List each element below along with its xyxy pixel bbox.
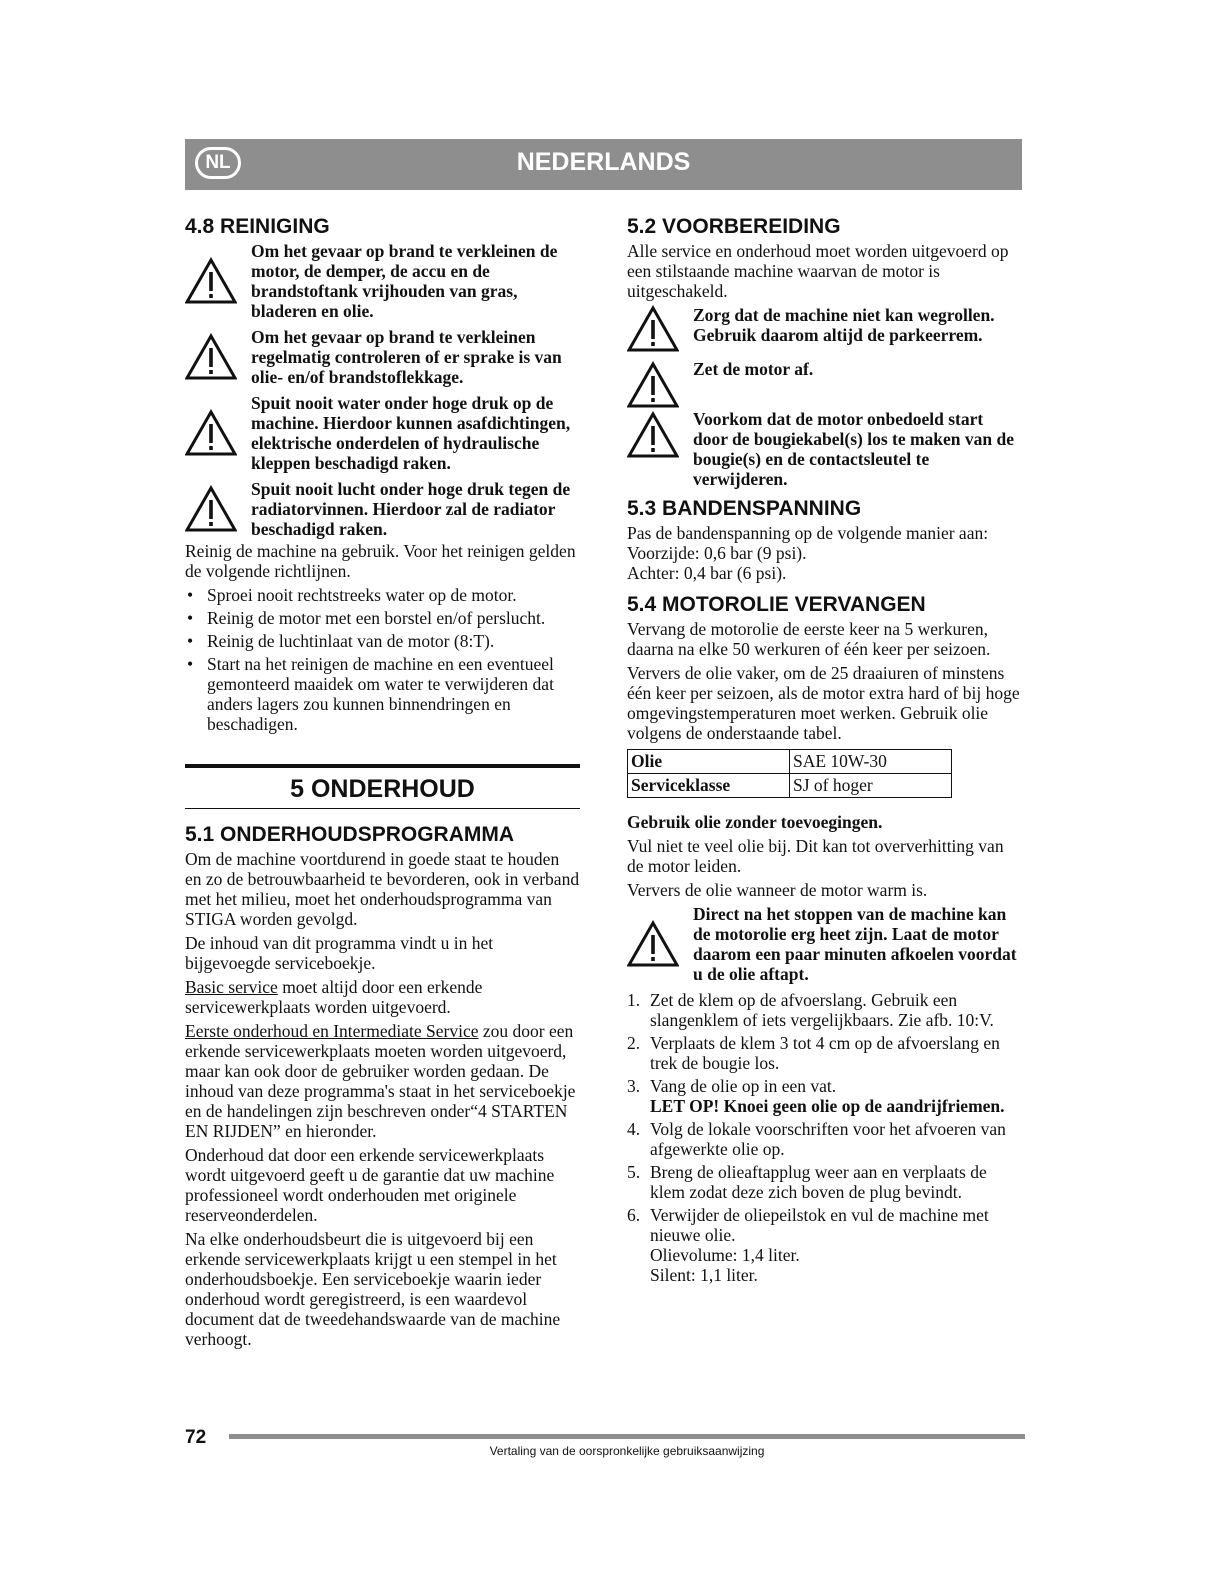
list-item: • Sproei nooit rechtstreeks water op de motor.	[185, 585, 580, 605]
list-item: 5. Breng de olieaftapplug weer aan en verplaats de klem zodat deze zich boven de plug bevindt.	[627, 1162, 987, 1202]
warning-text: Spuit nooit lucht onder hoge druk tegen de radiatorvinnen. Hierdoor zal de radiator beschadigd raken.	[251, 479, 571, 539]
warning-triangle-icon	[627, 411, 679, 459]
page-number: 72	[185, 1427, 207, 1448]
oil-volume: Olievolume: 1,4 liter.	[650, 1245, 800, 1265]
paragraph: Ververs de olie wanneer de motor warm is.	[627, 880, 928, 900]
list-item: 1. Zet de klem op de afvoerslang. Gebruik een slangenklem of iets vergelijkbaars. Zie afb. 10:V.	[627, 990, 994, 1030]
list-item: 2. Verplaats de klem 3 tot 4 cm op de afvoerslang en trek de bougie los.	[627, 1033, 1000, 1073]
tire-pressure-rear: Achter: 0,4 bar (6 psi).	[627, 563, 787, 583]
list-item: • Reinig de luchtinlaat van de motor (8:T).	[185, 631, 580, 651]
warning-triangle-icon	[627, 361, 679, 409]
warning-block	[185, 241, 580, 321]
warning-text: Om het gevaar op brand te verkleinen regelmatig controleren of er sprake is van olie- en/of brandstoflekkage.	[251, 327, 562, 387]
warning-triangle-icon	[627, 305, 679, 353]
section-heading-5-1: 5.1 ONDERHOUDSPROGRAMMA	[185, 823, 515, 846]
table-row	[628, 750, 952, 774]
language-title: NEDERLANDS	[516, 148, 691, 176]
paragraph: Alle service en onderhoud moet worden uitgevoerd op een stilstaande machine waarvan de motor is uitgeschakeld.	[627, 241, 1009, 301]
caution-note: LET OP! Knoei geen olie op de aandrijfriemen.	[650, 1096, 1005, 1116]
section-heading-5-2: 5.2 VOORBEREIDING	[627, 215, 841, 238]
list-item: 4. Volg de lokale voorschriften voor het afvoeren van afgewerkte olie op.	[627, 1119, 1006, 1159]
warning-block	[627, 305, 1022, 353]
warning-block	[185, 327, 580, 387]
warning-text: Om het gevaar op brand te verkleinen de motor, de demper, de accu en de brandstoftank vrijhouden van gras, bladeren en olie.	[251, 241, 558, 321]
oil-spec-table	[627, 749, 952, 798]
section-heading-4-8: 4.8 REINIGING	[185, 215, 330, 238]
warning-text: Zet de motor af.	[693, 359, 814, 379]
table-value: SJ of hoger	[790, 774, 952, 798]
list-item: • Start na het reinigen de machine en een eventueel gemonteerd maaidek om water te verwijderen dat anders lagers zou kunnen binnendringen en beschadigen.	[185, 654, 580, 734]
paragraph: De inhoud van dit programma vindt u in het bijgevoegde serviceboekje.	[185, 933, 494, 973]
paragraph: Basic service moet altijd door een erkende servicewerkplaats worden uitgevoerd.	[185, 977, 483, 1017]
oil-volume-silent: Silent: 1,1 liter.	[650, 1265, 758, 1285]
cleaning-guidelines	[185, 585, 580, 734]
paragraph: Om de machine voortdurend in goede staat te houden en zo de betrouwbaarheid te bevorderen, ook in verband met het milieu, moet het onderhoudsprogramma van STIGA worden gevolgd.	[185, 849, 580, 929]
table-key: Olie	[628, 750, 790, 774]
warning-triangle-icon	[185, 333, 237, 381]
list-item: 3. Vang de olie op in een vat. LET OP! Knoei geen olie op de aandrijfriemen.	[627, 1076, 1005, 1116]
paragraph: Pas de bandenspanning op de volgende manier aan:	[627, 523, 989, 543]
warning-block	[627, 409, 1022, 489]
warning-triangle-icon	[627, 920, 679, 968]
paragraph: Na elke onderhoudsbeurt die is uitgevoerd bij een erkende servicewerkplaats krijgt u een stempel in het onderhoudsboekje. Een serviceboekje waarin ieder onderhoud wordt geregistreerd, is een waardevol document dat de tweedehandswaarde van de machine verhoogt.	[185, 1229, 561, 1349]
table-key: Serviceklasse	[628, 774, 790, 798]
warning-block	[185, 479, 580, 539]
table-value: SAE 10W-30	[790, 750, 952, 774]
paragraph: Vul niet te veel olie bij. Dit kan tot oververhitting van de motor leiden.	[627, 836, 1004, 876]
cleaning-intro: Reinig de machine na gebruik. Voor het reinigen gelden de volgende richtlijnen.	[185, 541, 576, 581]
underlined-term: Basic service	[185, 977, 278, 997]
chapter-heading: 5 ONDERHOUD	[185, 764, 580, 809]
warning-block	[627, 904, 1022, 984]
underlined-term: Eerste onderhoud en Intermediate Service	[185, 1021, 479, 1041]
warning-block	[185, 393, 580, 473]
warning-text: Spuit nooit water onder hoge druk op de machine. Hierdoor kunnen asafdichtingen, elektrische onderdelen of hydraulische kleppen beschadigd raken.	[251, 393, 571, 473]
footer-divider	[229, 1434, 1025, 1439]
language-badge: NL	[195, 147, 241, 179]
paragraph: Vervang de motorolie de eerste keer na 5 werkuren, daarna na elke 50 werkuren of één keer per seizoen.	[627, 619, 991, 659]
bold-note: Gebruik olie zonder toevoegingen.	[627, 812, 883, 832]
tire-pressure-front: Voorzijde: 0,6 bar (9 psi).	[627, 543, 807, 563]
warning-triangle-icon	[185, 409, 237, 457]
section-heading-5-3: 5.3 BANDENSPANNING	[627, 497, 862, 520]
section-heading-5-4: 5.4 MOTOROLIE VERVANGEN	[627, 593, 926, 616]
warning-triangle-icon	[185, 485, 237, 533]
warning-block	[627, 359, 1022, 409]
list-item: • Reinig de motor met een borstel en/of perslucht.	[185, 608, 580, 628]
paragraph: Onderhoud dat door een erkende servicewerkplaats wordt uitgevoerd geeft u de garantie dat uw machine professioneel wordt onderhouden met originele reserveonderdelen.	[185, 1145, 555, 1225]
left-column	[185, 215, 580, 1353]
paragraph: Eerste onderhoud en Intermediate Service zou door een erkende servicewerkplaats moeten worden uitgevoerd, maar kan ook door de gebruiker worden gedaan. De inhoud van deze programma's staat in het serviceboekje en de handelingen zijn beschreven onder“4 STARTEN EN RIJDEN” en hieronder.	[185, 1021, 576, 1141]
warning-text: Zorg dat de machine niet kan wegrollen. Gebruik daarom altijd de parkeerrem.	[693, 305, 995, 345]
list-item: 6. Verwijder de oliepeilstok en vul de machine met nieuwe olie. Olievolume: 1,4 liter. Silent: 1,1 liter.	[627, 1205, 989, 1285]
paragraph: Ververs de olie vaker, om de 25 draaiuren of minstens één keer per seizoen, als de motor extra hard of bij hoge omgevingstemperaturen moet werken. Gebruik olie volgens de onderstaande tabel.	[627, 663, 1020, 743]
warning-triangle-icon	[185, 257, 237, 305]
warning-text: Direct na het stoppen van de machine kan de motorolie erg heet zijn. Laat de motor daarom een paar minuten afkoelen voordat u de olie aftapt.	[693, 904, 1017, 984]
footer-text: Vertaling van de oorspronkelijke gebruiksaanwijzing	[489, 1444, 765, 1458]
warning-text: Voorkom dat de motor onbedoeld start door de bougiekabel(s) los te maken van de bougie(s) en de contactsleutel te verwijderen.	[693, 409, 1015, 489]
right-column	[627, 215, 1022, 1288]
table-row	[628, 774, 952, 798]
language-header	[185, 139, 1022, 190]
oil-change-steps	[627, 990, 1022, 1285]
